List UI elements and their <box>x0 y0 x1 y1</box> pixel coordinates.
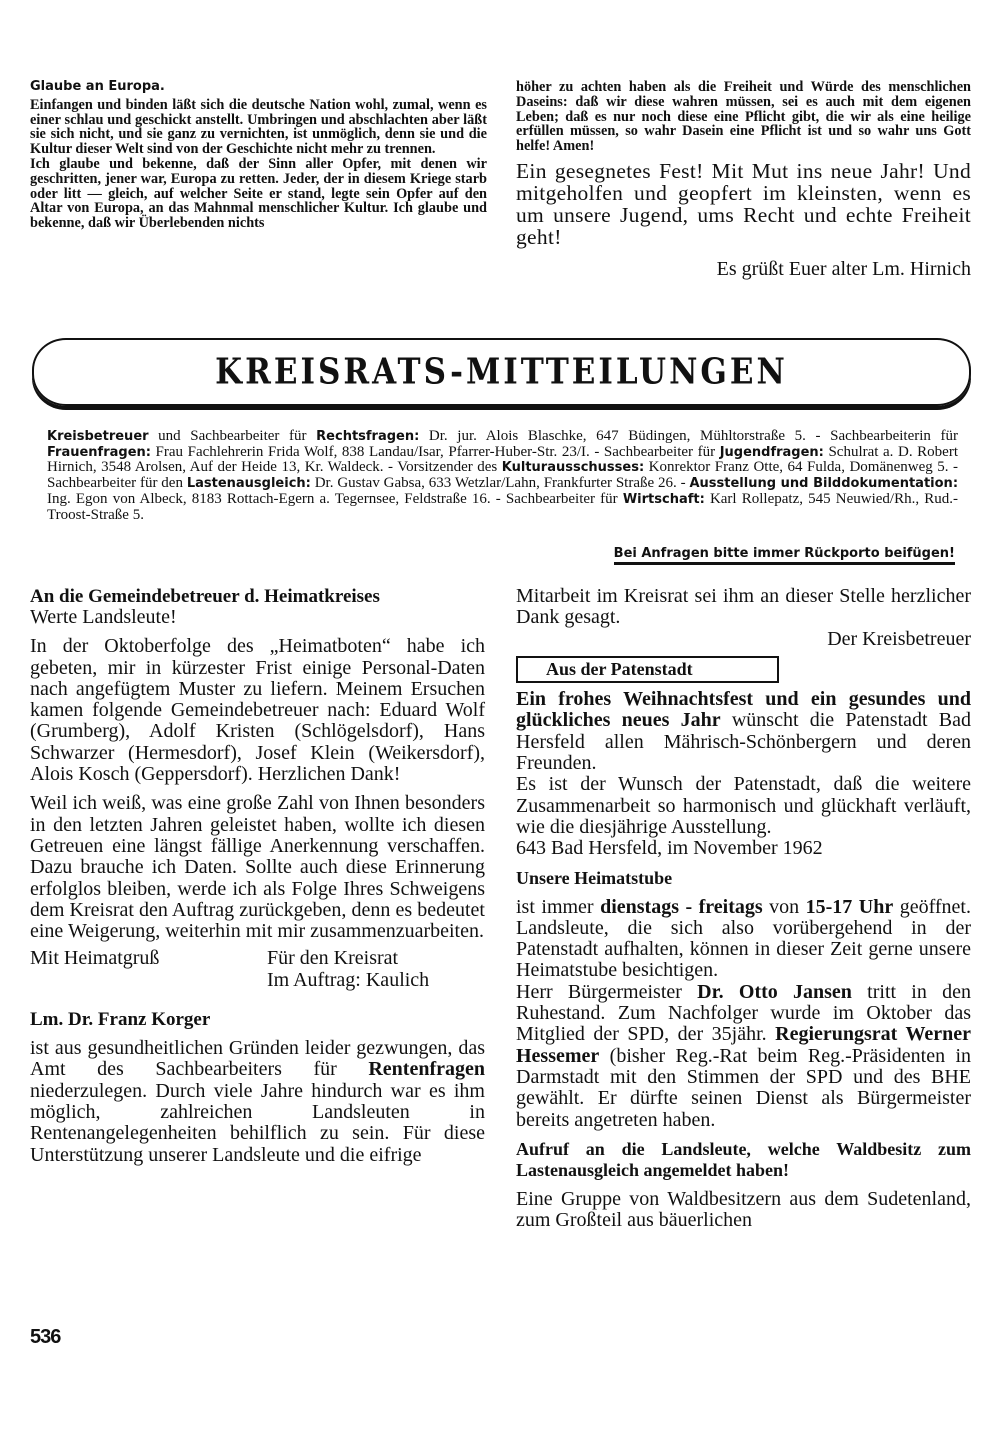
banner-title: KREISRATS-MITTEILUNGEN <box>215 351 788 393</box>
salutation: Werte Landsleute! <box>30 606 177 628</box>
article-heading: Lm. Dr. Franz Korger <box>30 1009 211 1031</box>
emphasis: Regierungsrat Werner Hessemer <box>516 1023 972 1067</box>
emphasis: 15-17 Uhr <box>805 895 894 918</box>
section-banner <box>32 338 971 406</box>
text: Herr Bürgermeister <box>516 980 698 1003</box>
signature-block <box>30 948 485 991</box>
article-paragraph <box>516 982 971 1131</box>
contact-text: Ing. Egon von Albeck, 8183 Rottach-Egern a. Tegernsee, Feldstraße 16. - Sachbearbeiter für <box>47 490 623 507</box>
emphasis: Ein frohes Weihnachtsfest und ein gesundes und glückliches neues Jahr <box>516 688 971 732</box>
article-paragraph <box>30 1038 485 1166</box>
article-heading: Glaube an Europa. <box>30 79 165 94</box>
role-label: Kreisbetreuer <box>47 429 149 444</box>
text: niederzulegen. Durch viele Jahre hindurch war es ihm möglich, zahlreichen Landsleuten in Rentenangelegenheiten behilflich zu sein. Für diese Unterstützung unserer Landsleute und die eifrige <box>30 1079 485 1166</box>
emphasis: Rentenfragen <box>368 1058 485 1081</box>
text: wünscht die Patenstadt Bad Hersfeld allen Mährisch-Schönbergern und deren Freunden. <box>516 709 971 775</box>
article-paragraph: Weil ich weiß, was eine große Zahl von Ihnen besonders in den letzten Jahren geleistet haben, wollte ich diesen Getreuen eine längst fällige Anerkennung verschaffen. Dazu brauche ich Daten. Sollte auch diese Erinnerung erfolglos bleiben, werde ich als Folge Ihres Schweigens dem Kreisrat den Auftrag zurückgeben, denn es bedeutet eine Weigerung, weiterhin mit mir zusammenzuarbeiten. <box>30 792 485 943</box>
contact-text: Dr. jur. Alois Blaschke, 647 Büdingen, Mühltorstraße 5. - Sachbearbeiterin für <box>419 428 959 444</box>
text: ist aus gesundheitlichen Gründen leider gezwungen, das Amt des Sachbearbeiters für <box>30 1037 485 1081</box>
role-label: Wirtschaft: <box>622 491 705 507</box>
contact-text: Frau Fachlehrerin Frida Wolf, 838 Landau/Isar, Pfarrer-Huber-Str. 23/I. - Sachbearbeiter für <box>150 443 720 460</box>
article-paragraph: Ich glaube und bekenne, daß der Sinn aller Opfer, mit denen wir geschritten, jener war, Europa zu retten. Jeder, der in diesem Kriege starb oder litt — gleich, auf welcher Seite er stand, legte sein Opfer auf den Altar von Europa, an das Mahnmal menschlicher Kultur. Ich glaube und bekenne, daß wir Überlebenden nichts <box>30 155 487 232</box>
contact-text: Dr. Gustav Gabsa, 633 Wetzlar/Lahn, Frankfurter Straße 26. - <box>310 475 690 492</box>
glaube-an-europa-continuation <box>516 80 971 280</box>
article-paragraph: Eine Gruppe von Waldbesitzern aus dem Sudetenland, zum Großteil aus bäuerlichen <box>516 1187 971 1232</box>
role-label: Ausstellung und Bilddokumentation: <box>689 476 959 492</box>
left-column <box>30 586 485 1166</box>
article-paragraph: höher zu achten haben als die Freiheit und Würde des menschlichen Daseins: daß wir diese wahren müssen, sei es auch mit dem eigenen Leben; daß es nur noch diese eine Pflicht gibt, die wir als eine heilige erfüllen müssen, so wahr Dasein eine Pflicht ist und so wahr uns Gott helfe! Amen! <box>516 79 971 155</box>
dateline: 643 Bad Hersfeld, im November 1962 <box>516 837 823 860</box>
kreisrat-contacts <box>47 429 958 523</box>
boxed-section-title: Aus der Patenstadt <box>516 656 779 683</box>
contact-text: und Sachbearbeiter für <box>148 428 317 444</box>
text: (bisher Reg.-Rat beim Reg.-Präsidenten in Darmstadt mit den Stimmen der SPD und des BHE gewählt. Er dürfte seinen Dienst als Bürgermeister bereits angetreten haben. <box>516 1044 971 1131</box>
role-label: Lastenausgleich: <box>186 476 311 492</box>
article-heading: Unsere Heimatstube <box>516 867 673 888</box>
contact-text: Schulrat a. D. Robert Hirnich, 3548 Arolsen, Auf der Heide 13, Kr. Waldeck. - Vorsitzender des <box>47 443 958 476</box>
article-paragraph <box>516 689 971 774</box>
article-paragraph <box>516 897 971 982</box>
text: geöffnet. Landsleute, die sich also vorübergehend in der Patenstadt aufhalten, können in dieser Zeit gerne unsere Heimatstube besichtigen. <box>516 895 971 982</box>
contact-text: Karl Rollepatz, 545 Neuwied/Rh., Rud.-Troost-Straße 5. <box>47 490 958 523</box>
role-label: Frauenfragen: <box>47 444 151 460</box>
signature-sender <box>267 948 429 991</box>
text: tritt in den Ruhestand. Zum Nachfolger wurde im Oktober das Mitglied der SPD, der 35jähr. <box>516 980 971 1046</box>
right-column <box>516 586 971 1231</box>
signature: Der Kreisbetreuer <box>827 627 971 650</box>
glaube-an-europa-article <box>30 80 487 231</box>
signature-greeting: Mit Heimatgruß <box>30 947 160 970</box>
page-number: 536 <box>30 1326 61 1348</box>
text: von <box>762 895 806 918</box>
text: ist immer <box>516 895 601 918</box>
postage-note: Bei Anfragen bitte immer Rückporto beifügen! <box>614 546 955 565</box>
christmas-greeting: Ein gesegnetes Fest! Mit Mut ins neue Jahr! Und mitgeholfen und geopfert im kleinsten, wenn es um unsere Jugend, ums Recht und echte Freiheit geht! <box>516 158 971 249</box>
article-paragraph: In der Oktoberfolge des „Heimatboten“ habe ich gebeten, mir in kürzester Frist einige Personal-Daten nach angefügtem Muster zu liefern. Meinem Ersuchen kamen folgende Gemeindebetreuer nach: Eduard Wolf (Grumberg), Adolf Kristen (Schlögelsdorf), Hans Schwarzer (Hermesdorf), Josef Klein (Weikersdorf), Alois Kosch (Geppersdorf). Herzlichen Dank! <box>30 635 485 786</box>
article-paragraph: Mitarbeit im Kreisrat sei ihm an dieser Stelle herzlicher Dank gesagt. <box>516 585 971 629</box>
author-signoff: Es grüßt Euer alter Lm. Hirnich <box>716 257 971 280</box>
emphasis: dienstags - freitags <box>600 895 763 918</box>
article-heading: Aufruf an die Landsleute, welche Waldbesitz zum Lastenausgleich angemeldet haben! <box>516 1138 971 1180</box>
article-paragraph: Es ist der Wunsch der Patenstadt, daß die weitere Zusammenarbeit so harmonisch und glückhaft verläuft, wie die diesjährige Ausstellung. <box>516 773 971 838</box>
role-label: Jugendfragen: <box>719 444 824 460</box>
role-label: Kulturausschusses: <box>501 460 645 476</box>
contact-text: Konrektor Franz Otte, 64 Fulda, Domänenweg 5. - Sachbearbeiter für den <box>47 459 958 492</box>
article-heading: An die Gemeindebetreuer d. Heimatkreises <box>30 586 380 607</box>
article-paragraph: Einfangen und binden läßt sich die deutsche Nation wohl, zumal, wenn es einer schlau und geschickt anstellt. Umbringen und abschlachten aber läßt sie sich nicht, und sie ganz zu vernichten, ist unmöglich, denn sie und die Kultur dieser Welt sind von der Geschichte nicht mehr zu trennen. <box>30 96 487 158</box>
signature-line: Im Auftrag: Kaulich <box>267 968 430 991</box>
role-label: Rechtsfragen: <box>316 429 420 444</box>
emphasis: Dr. Otto Jansen <box>697 980 852 1003</box>
signature-line: Für den Kreisrat <box>267 947 399 970</box>
